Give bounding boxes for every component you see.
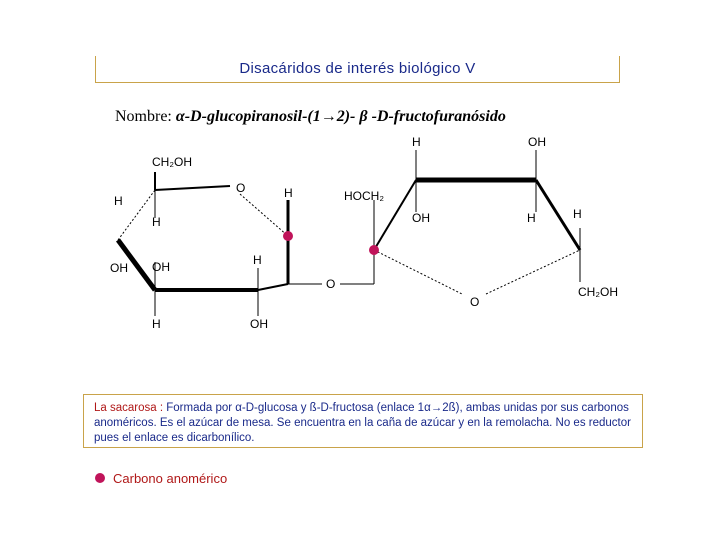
- fructose-hoch2-label: HOCH₂: [344, 189, 384, 203]
- glucose-c5-o-bond: [155, 186, 230, 190]
- fructose-oh-top-label: OH: [528, 135, 546, 149]
- glucose-h-c2-label: H: [253, 253, 262, 267]
- fructose-h-top-label: H: [412, 135, 421, 149]
- glucose-o-c1-bond: [240, 194, 288, 236]
- glucose-c1-c2-bond: [258, 284, 288, 290]
- fructose-h-c4-label: H: [527, 211, 536, 225]
- glucose-h-c3-bottom-label: H: [152, 317, 161, 331]
- fructose-c2-o-bond: [374, 250, 462, 294]
- glycosidic-link: [288, 200, 374, 284]
- info-description: Formada por α-D-glucosa y ß-D-fructosa (enlace 1α→2ß), ambas unidas por sus carbonos anoméricos. Es el azúcar de mesa. Se encuentra en la caña de azúcar y en la remolacha. No es reductor pues el enlace es dicarbonílico.: [94, 402, 631, 444]
- anomeric-carbon-fructose: [369, 245, 379, 255]
- name-label: Nombre:: [115, 108, 172, 125]
- fructose-oh-c3-label: OH: [412, 211, 430, 225]
- glucose-h-c5-label: H: [152, 215, 161, 229]
- page-title: Disacáridos de interés biológico V: [239, 60, 476, 77]
- legend-label: Carbono anomérico: [113, 471, 228, 486]
- glucose-oh-c3-label: OH: [152, 260, 170, 274]
- glucose-oh-c4-label: OH: [110, 261, 128, 275]
- fructose-ch2oh-label: CH₂OH: [578, 285, 618, 299]
- name-value: α-D-glucopiranosil-(1→2)- β -D-fructofuranósido: [175, 108, 506, 125]
- fructose-ring: [374, 150, 580, 294]
- anomeric-carbon-glucose: [283, 231, 293, 241]
- glucose-h-c4-label: H: [114, 194, 123, 208]
- glucose-h-c1-label: H: [284, 186, 293, 200]
- info-term: La sacarosa :: [94, 402, 164, 414]
- info-box: [83, 394, 643, 448]
- glucose-c4-c5-bond: [118, 190, 155, 240]
- glucose-oh-c2-bottom-label: OH: [250, 317, 268, 331]
- link-o-label: O: [326, 277, 336, 291]
- glucose-ch2oh-label: CH₂OH: [152, 155, 192, 169]
- anomeric-dot-icon: [95, 473, 105, 483]
- glucose-ring-o-label: O: [236, 181, 246, 195]
- glucose-ring: [118, 172, 288, 316]
- fructose-ring-o-label: O: [470, 295, 480, 309]
- fructose-h-c5-label: H: [573, 207, 582, 221]
- info-text-block: [94, 401, 634, 446]
- fructose-o-c5-bond: [486, 250, 580, 294]
